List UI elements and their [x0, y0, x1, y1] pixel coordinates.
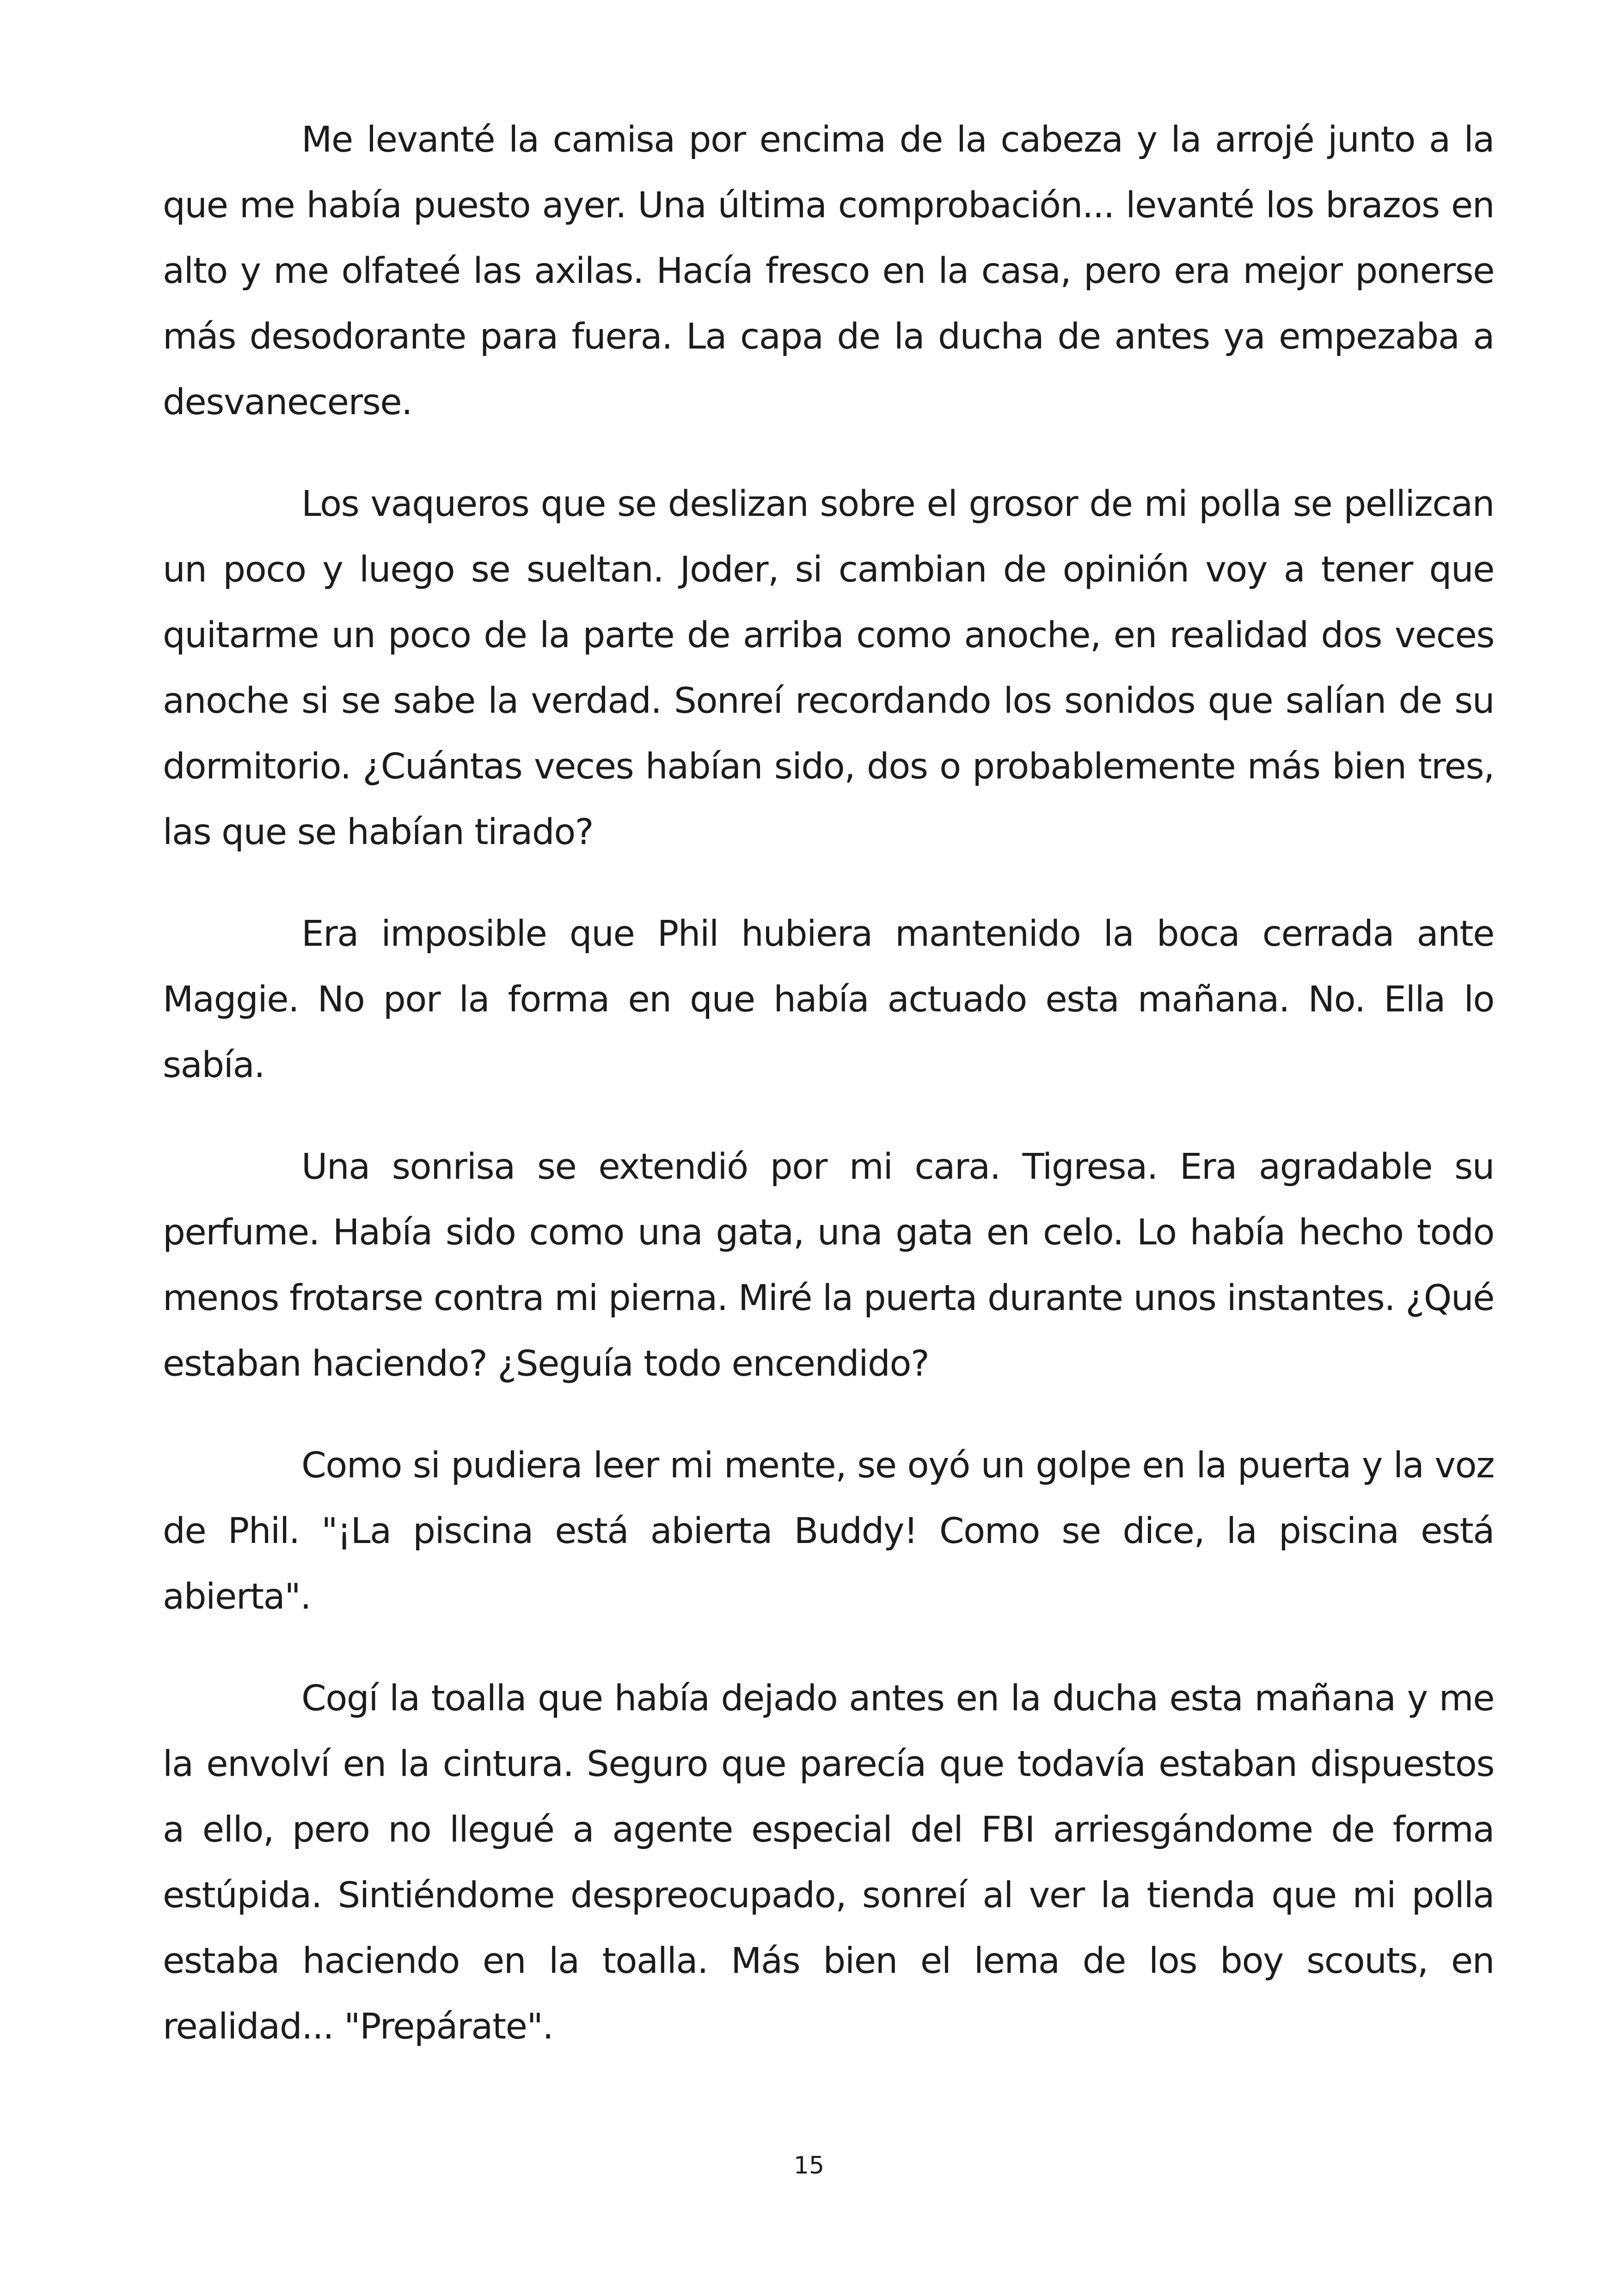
paragraph-4: Una sonrisa se extendió por mi cara. Tigresa. Era agradable su perfume. Había sido como una gata, una gata en celo. Lo había hecho todo menos frotarse contra mi pierna. Miré la puerta durante unos instantes. ¿Qué estaban haciendo? ¿Seguía todo encendido? — [163, 1146, 1494, 1384]
paragraph-6: Cogí la toalla que había dejado antes en la ducha esta mañana y me la envolví en la cintura. Seguro que parecía que todavía estaban dispuestos a ello, pero no llegué a agente especial del FBI arriesgándome de forma estúpida. Sintiéndome despreocupado, sonreí al ver la tienda que mi polla estaba haciendo en la toalla. Más bien el lema de los boy scouts, en realidad... "Prepárate". — [163, 1678, 1494, 2047]
paragraph-2: Los vaqueros que se deslizan sobre el grosor de mi polla se pellizcan un poco y luego se sueltan. Joder, si cambian de opinión voy a tener que quitarme un poco de la parte de arriba como anoche, en realidad dos veces anoche si se sabe la verdad. Sonreí recordando los sonidos que salían de su dormitorio. ¿Cuántas veces habían sido, dos o probablemente más bien tres, las que se habían tirado? — [163, 484, 1494, 853]
paragraph-5: Como si pudiera leer mi mente, se oyó un golpe en la puerta y la voz de Phil. "¡La piscina está abierta Buddy! Como se dice, la piscina está abierta". — [163, 1445, 1494, 1617]
paragraph-1: Me levanté la camisa por encima de la cabeza y la arrojé junto a la que me había puesto ayer. Una última comprobación... levanté los brazos en alto y me olfateé las axilas. Hacía fresco en la casa, pero era mejor ponerse más desodorante para fuera. La capa de la ducha de antes ya empezaba a desvanecerse. — [163, 119, 1494, 423]
page-number: 15 — [793, 2152, 825, 2180]
body-text — [163, 107, 1494, 2096]
paragraph-3: Era imposible que Phil hubiera mantenido la boca cerrada ante Maggie. No por la forma en que había actuado esta mañana. No. Ella lo sabía. — [163, 913, 1494, 1086]
